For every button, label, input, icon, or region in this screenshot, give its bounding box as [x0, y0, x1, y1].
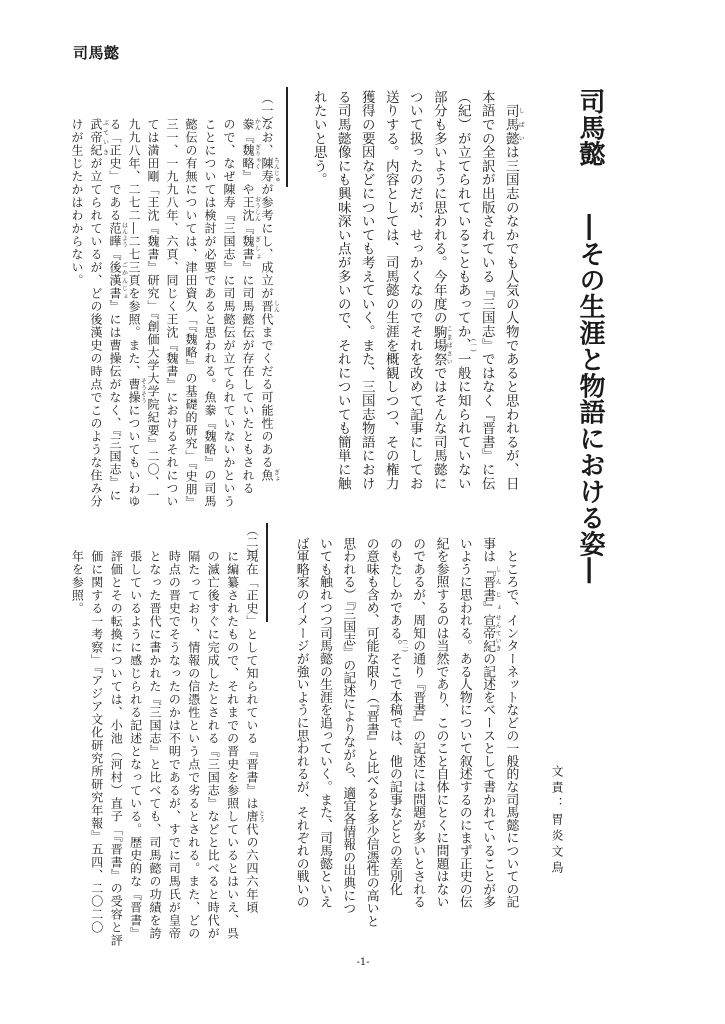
- text-column: の滅亡後すぐに完成したとされる『三国志』などと比べると時代が: [206, 550, 221, 940]
- ruby-annotated-term: [386, 639, 408, 653]
- ruby-base: 『晋書』: [480, 562, 496, 614]
- ruby-annotated-term: [502, 103, 525, 146]
- text-segment: が参考にし、成立が: [260, 183, 274, 300]
- ruby-base: 司馬懿: [502, 103, 519, 146]
- ruby-reading: こまばさい: [445, 324, 453, 367]
- article-title: 司馬懿: [575, 88, 605, 168]
- ruby-reading: そうそう: [139, 378, 147, 404]
- text-column: となった晋代に書かれた『三国志』と比べても、司馬懿の功績を誇: [148, 550, 162, 940]
- text-segment: 事は: [480, 537, 496, 563]
- ruby-base: 豢: [241, 118, 255, 131]
- ruby-base: 陳寿: [260, 157, 274, 183]
- ruby-base: 、: [454, 338, 471, 353]
- text-segment: の記述をベースとして書かれていることが多: [480, 652, 496, 909]
- text-segment: ではそんな司馬懿に: [430, 366, 447, 491]
- ruby-annotated-term: [89, 118, 109, 157]
- text-column: 送りする。内容としては、司馬懿の生涯を概観しつつ、その権力: [382, 90, 399, 491]
- text-column: 時点の晋史でそうなったのかは不明であるが、すでに司馬氏が皇帝: [167, 550, 182, 940]
- footnote-divider: [266, 523, 268, 622]
- ruby-annotated-term: [241, 196, 261, 222]
- ruby-base: 范曄: [108, 222, 122, 248]
- ruby-annotated-term: [241, 118, 261, 131]
- text-segment: 現在「正史」として知られている『晋書』は: [245, 550, 259, 810]
- text-column: [455, 90, 476, 490]
- text-column: 懿伝の有無については、津田資久「『魏略』の基礎的研究」『史朋』: [184, 118, 198, 509]
- ruby-base: 唐: [245, 810, 259, 823]
- ruby-reading: はんよう: [120, 222, 128, 248]
- ruby-reading: せんていき: [494, 613, 502, 653]
- text-segment: 一般に知られていない: [454, 352, 471, 491]
- ruby-base: 晋: [260, 300, 274, 313]
- ruby-annotated-term: [260, 157, 280, 183]
- text-column: 紀を参照するのは当然であり、このこと自体にとくに問題はない: [433, 537, 449, 909]
- text-column: 本語での全訳が出版されている『三国志』ではなく『晋書』に伝: [478, 90, 495, 491]
- author-credit: 文責：胃炎文鳥: [550, 765, 564, 877]
- ruby-annotated-term: [241, 235, 261, 261]
- text-column: ので、なぜ陳寿『三国志』に司馬懿伝が立てられていないかという: [222, 118, 236, 508]
- text-column: 思われる）『三国志』の記述によりながら、適宜各情報の出典につ: [340, 537, 356, 915]
- ruby-reading: ぎりゃく: [253, 144, 261, 170]
- text-segment: が立てられているが、どの後漢史の時点でこのような住み分: [89, 157, 103, 508]
- text-segment: 代の六四六年頃: [245, 823, 259, 914]
- ruby-base: 。: [386, 639, 402, 653]
- text-segment: 代までくだる可能性のある: [260, 313, 274, 469]
- text-column: ば軍略家のイメージが強いように思われるが、それぞれの戦いの: [293, 537, 309, 909]
- ruby-annotated-term: [454, 338, 477, 353]
- ruby-reading: ぎょ: [272, 469, 280, 482]
- ruby-reading: ぎしょ: [253, 235, 261, 261]
- ruby-reading: (一): [469, 338, 477, 353]
- ruby-base: 宣帝紀: [480, 613, 496, 653]
- ruby-reading: ちんじゅ: [272, 157, 280, 183]
- footnote-divider: [286, 87, 288, 187]
- ruby-annotated-term: [127, 378, 147, 404]
- text-segment: 』や: [241, 170, 255, 196]
- ruby-annotated-term: [260, 300, 280, 313]
- text-column: いように思われる。ある人物について叙述するのにまず正史の伝: [456, 537, 472, 909]
- ruby-base: 曹操: [127, 378, 141, 404]
- page-number: -1-: [356, 957, 370, 968]
- text-segment: 『: [241, 131, 255, 144]
- text-column: [431, 90, 452, 490]
- footnote-label: （一）: [260, 92, 274, 128]
- ruby-reading: とう: [257, 810, 265, 823]
- text-column: 価に関する一考察」『アジア文化研究所研究年報』五四、二〇二〇: [89, 550, 104, 934]
- ruby-annotated-term: [260, 469, 280, 482]
- ruby-base: 駒場祭: [430, 324, 447, 367]
- ruby-annotated-term: [241, 144, 261, 170]
- text-column: [242, 118, 260, 495]
- text-segment: 九九八年、二七二―二七三頁を参照。また、: [127, 118, 141, 378]
- text-column: 張しているように感じられる記述となっている。歴史的な『晋書』: [128, 550, 143, 940]
- running-header: 司馬懿: [73, 44, 120, 62]
- ruby-base: 王沈: [241, 196, 255, 222]
- ruby-reading: しん: [272, 300, 280, 313]
- text-column: [480, 537, 500, 908]
- text-column: けが生じたかはわからない。: [70, 118, 84, 287]
- ruby-reading: ぶていき: [101, 118, 109, 157]
- text-segment: [503, 90, 519, 104]
- text-column: のであるが、周知の通り『晋書』の記述には問題が多いとされる: [410, 537, 426, 909]
- text-column: 三一、一九九八年、六頁、同じく王沈『魏書』におけるそれについ: [165, 118, 179, 508]
- ruby-annotated-term: [480, 562, 502, 614]
- article-subtitle: ―その生涯と物語における姿―: [575, 214, 605, 584]
- text-column: ついて扱ったのだが、せっかくなのでそれを改めて記事にしてお: [406, 90, 423, 491]
- text-segment: 『: [241, 222, 255, 235]
- text-column: ところで、インターネットなどの一般的な司馬懿についての記: [503, 537, 519, 909]
- text-column: [387, 537, 407, 895]
- ruby-reading: おうしん: [253, 196, 261, 222]
- text-column: [503, 90, 524, 490]
- text-column: 評価とその転換については、小池（河村）直子「『晋書』の受容と評: [109, 550, 124, 947]
- text-column: 年を参照。: [70, 550, 85, 615]
- text-column: いても触れつつ司馬懿の生涯を追っていく。また、司馬懿といえ: [316, 537, 332, 909]
- text-column: [90, 118, 108, 508]
- text-column: る司馬懿像にも興味深い点が多いので、それについても簡単に触: [334, 90, 351, 491]
- ruby-base: 後漢書: [108, 261, 122, 300]
- ruby-reading: しばい: [517, 103, 525, 146]
- ruby-reading: かん: [253, 118, 261, 131]
- text-column: [261, 118, 279, 482]
- text-column: [246, 550, 264, 914]
- text-column: 隔たっており、情報の信憑性という点で劣るとされる。また、どの: [186, 550, 201, 940]
- ruby-base: 武帝紀: [89, 118, 103, 157]
- text-segment: なお、: [260, 118, 274, 157]
- text-segment: 』に司馬懿伝が存在していたともされる: [241, 261, 255, 495]
- ruby-annotated-term: [430, 324, 453, 367]
- text-segment: 部分も多いように思われる。今年度の: [430, 90, 447, 325]
- text-segment: のもたしかである: [386, 537, 402, 640]
- footnote-label: （二）: [245, 524, 259, 560]
- text-segment: （紀）が立てられていることもあってか: [454, 90, 471, 339]
- text-segment: る「正史」である: [108, 118, 122, 222]
- text-column: に編纂されたもので、それまでの晋史を参照しているとはいえ、呉: [225, 550, 240, 940]
- text-segment: 』には曹操伝がなく、『三国志』に: [108, 300, 122, 502]
- ruby-base: 魏略: [241, 144, 255, 170]
- ruby-reading: しんじょ: [494, 562, 502, 614]
- text-segment: は三国志のなかでも人気の人物であると思われるが、日: [502, 145, 519, 491]
- text-column: れたいと思う。: [310, 90, 327, 187]
- text-column: の意味も含め、可能な限り（『晋書』と比べると多少信憑性の高いと: [363, 537, 379, 928]
- ruby-annotated-term: [245, 810, 265, 823]
- text-segment: 『: [108, 248, 122, 261]
- ruby-base: 魚: [260, 469, 274, 482]
- text-column: [128, 118, 146, 508]
- ruby-reading: (二): [400, 639, 408, 653]
- ruby-annotated-term: [480, 613, 502, 653]
- ruby-annotated-term: [108, 222, 128, 248]
- ruby-base: 魏書: [241, 235, 255, 261]
- text-segment: についてもいわゆ: [127, 404, 141, 508]
- text-column: ことについては検討が必要であると思われる。魚豢『魏略』の司馬: [203, 118, 217, 508]
- text-segment: そこで本稿では、他の記事などとの差別化: [386, 652, 402, 896]
- text-column: [109, 118, 127, 502]
- ruby-reading: ごかんじょ: [120, 261, 128, 300]
- text-column: 獲得の要因などについても考えていく。また、三国志物語におけ: [358, 90, 375, 491]
- text-column: ては満田剛「王沈『魏書』研究」『創価大学大学院紀要』二〇、一: [146, 118, 160, 502]
- ruby-annotated-term: [108, 261, 128, 300]
